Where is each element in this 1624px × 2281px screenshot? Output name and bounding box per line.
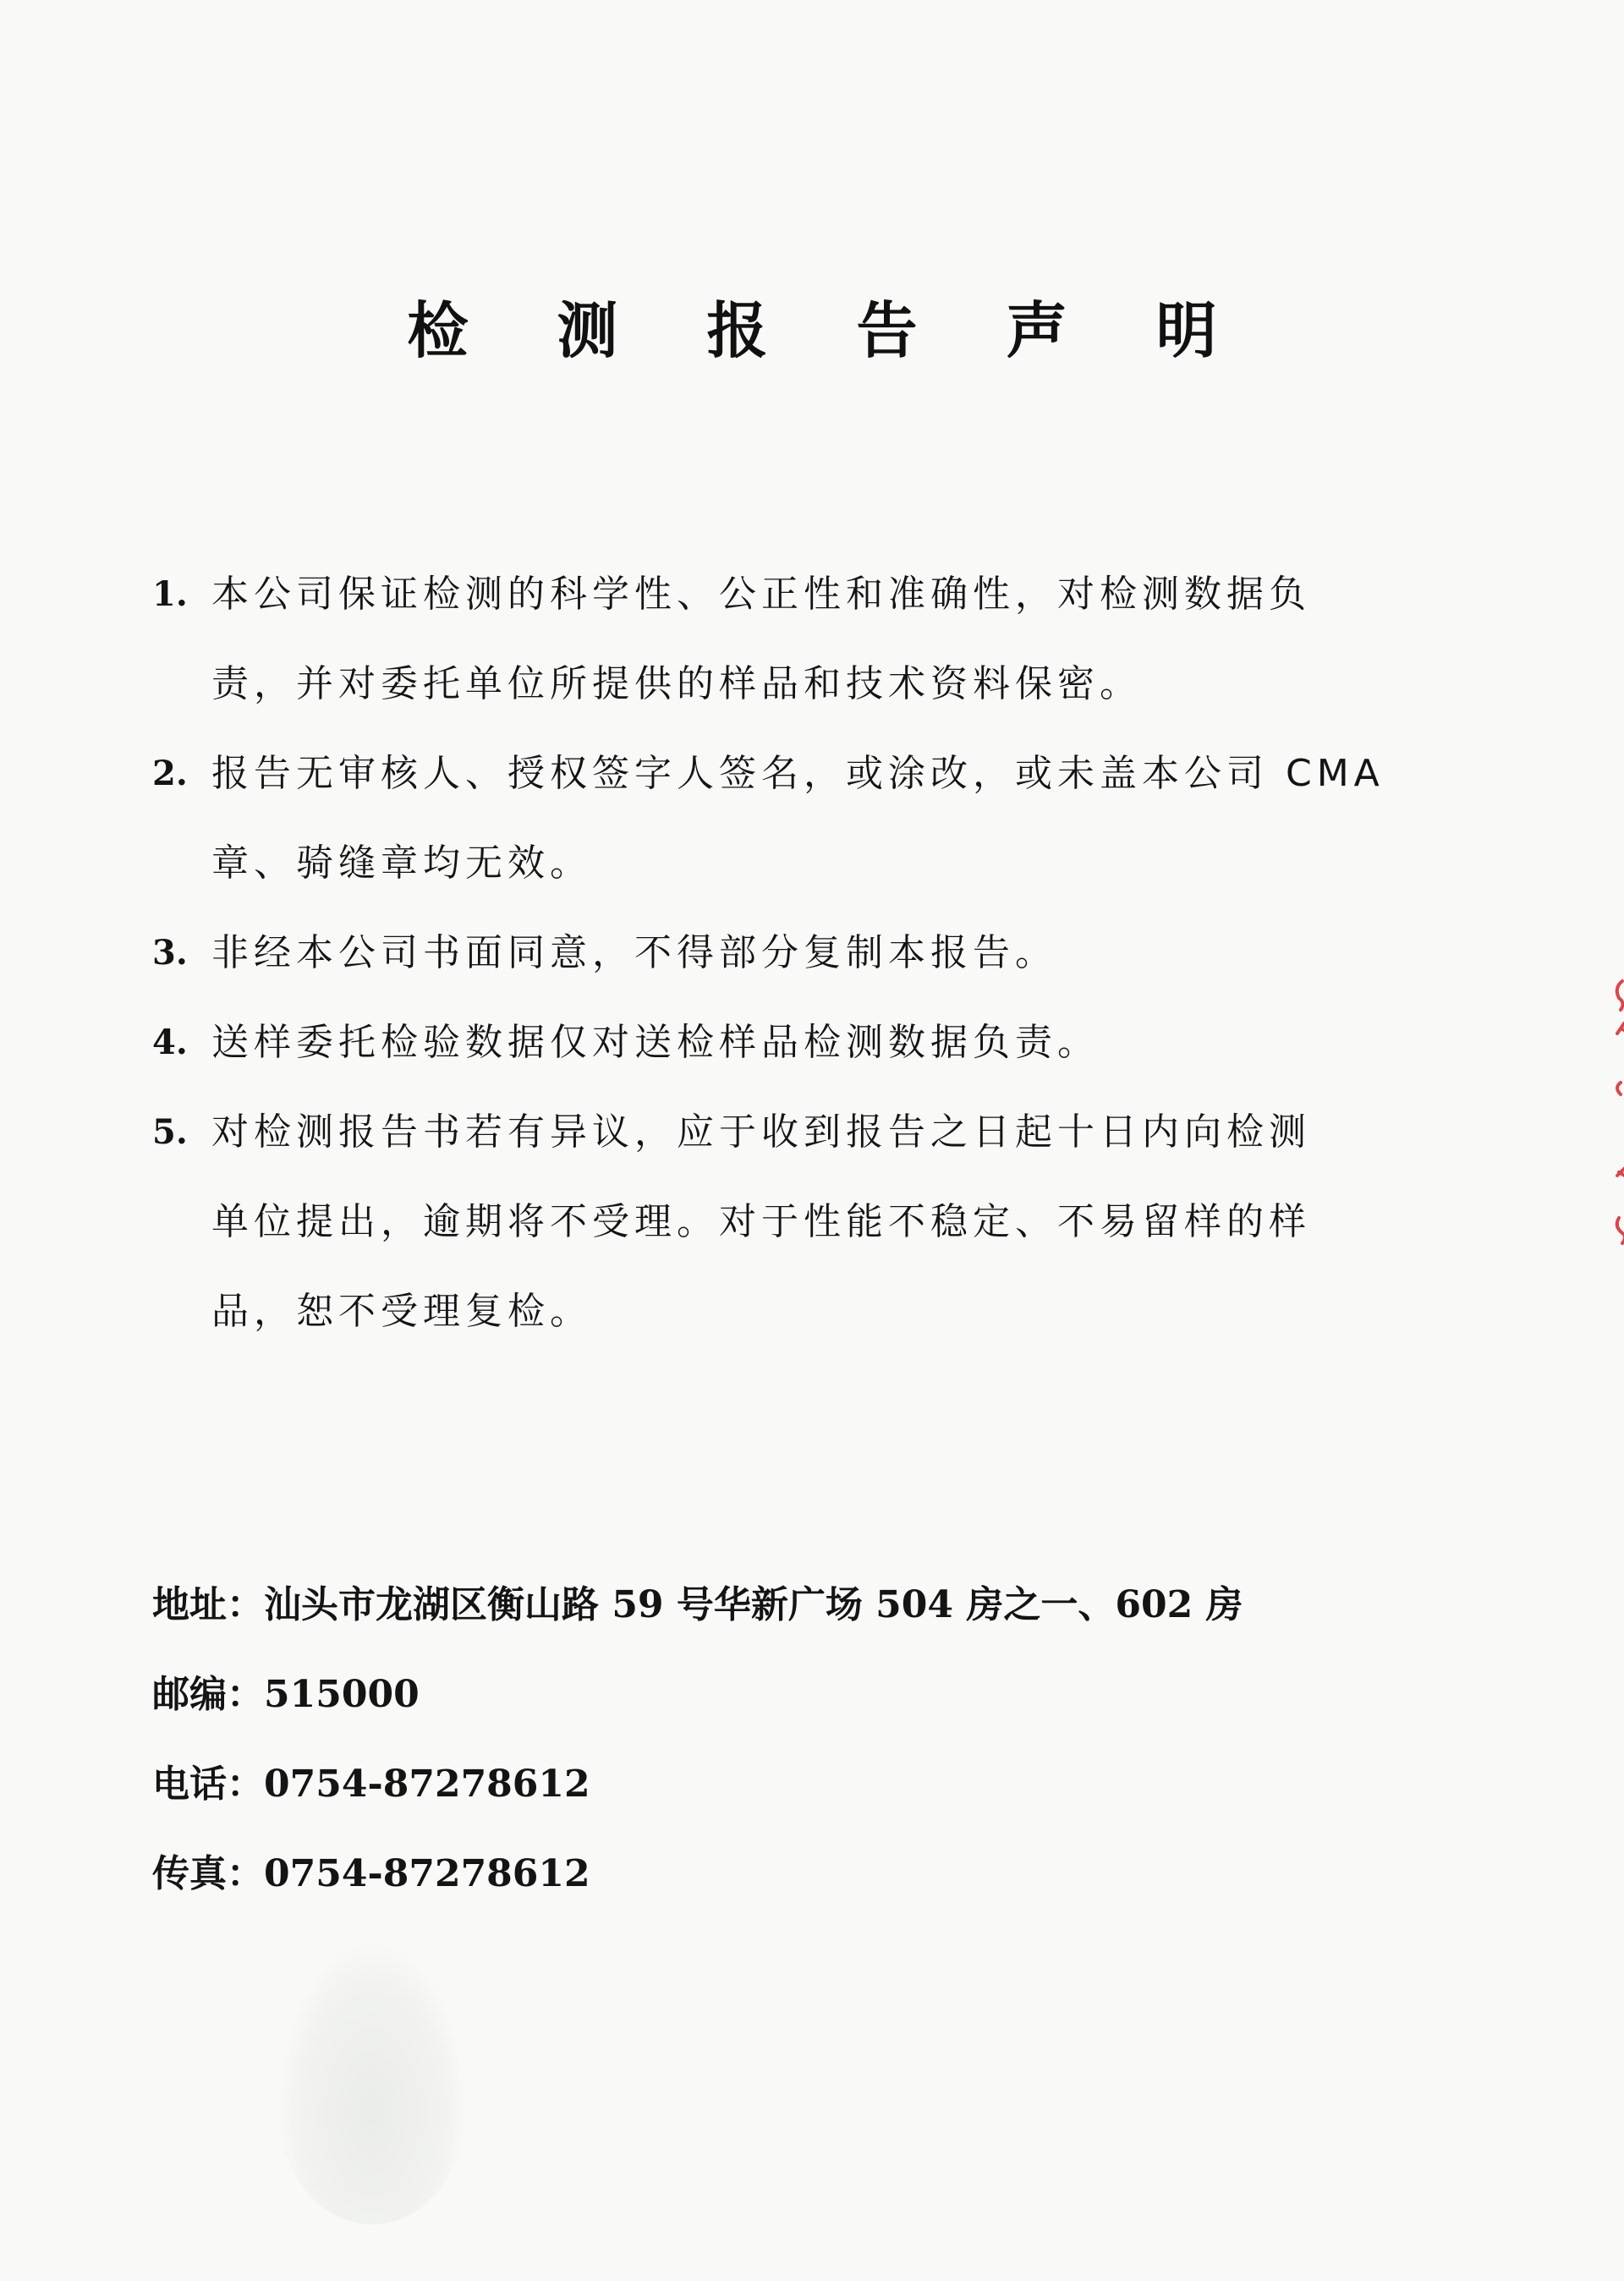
- statement-number: 2.: [152, 754, 188, 793]
- statement-line: 报告无审核人、授权签字人签名，或涂改，或未盖本公司 CMA: [211, 752, 1385, 795]
- statement-line: 对检测报告书若有异议，应于收到报告之日起十日内向检测: [211, 1110, 1311, 1154]
- statement-number: 3.: [152, 933, 188, 973]
- address-line: [152, 1560, 1336, 1650]
- statement-line: 非经本公司书面同意，不得部分复制本报告。: [211, 931, 1057, 974]
- phone-line: [152, 1740, 1336, 1829]
- fax-value: 0754-87278612: [264, 1852, 590, 1895]
- phone-value: 0754-87278612: [264, 1763, 590, 1806]
- statement-number: 4.: [152, 1023, 188, 1062]
- statement-number: 5.: [152, 1112, 188, 1152]
- postcode-label: 邮编：: [152, 1673, 264, 1716]
- watermark-logo: [279, 1945, 465, 2224]
- statement-item: [152, 550, 1396, 729]
- statement-number: 1.: [152, 574, 188, 614]
- statement-item: [152, 729, 1396, 908]
- statement-line: 本公司保证检测的科学性、公正性和准确性，对检测数据负: [211, 573, 1311, 616]
- statement-item: [152, 908, 1396, 998]
- postcode-line: [152, 1650, 1336, 1740]
- statement-line: 责，并对委托单位所提供的样品和技术资料保密。: [211, 662, 1142, 705]
- phone-label: 电话：: [152, 1763, 264, 1806]
- statement-line: 单位提出，逾期将不受理。对于性能不稳定、不易留样的样: [211, 1200, 1311, 1243]
- statement-line: 品，恕不受理复检。: [211, 1290, 592, 1333]
- address-label: 地址：: [152, 1583, 264, 1626]
- fax-line: [152, 1829, 1336, 1919]
- statement-line: 章、骑缝章均无效。: [211, 842, 592, 885]
- red-seal-edge: [1599, 964, 1624, 1269]
- statement-list: [152, 550, 1396, 1357]
- fax-label: 传真：: [152, 1852, 264, 1895]
- postcode-value: 515000: [264, 1673, 420, 1716]
- statement-item: [152, 998, 1396, 1088]
- address-value: 汕头市龙湖区衡山路 59 号华新广场 504 房之一、602 房: [264, 1583, 1243, 1626]
- statement-line: 送样委托检验数据仅对送检样品检测数据负责。: [211, 1021, 1100, 1064]
- statement-item: [152, 1088, 1396, 1357]
- document-title: 检 测 报 告 声 明: [407, 295, 1251, 367]
- contact-info: [152, 1560, 1336, 1919]
